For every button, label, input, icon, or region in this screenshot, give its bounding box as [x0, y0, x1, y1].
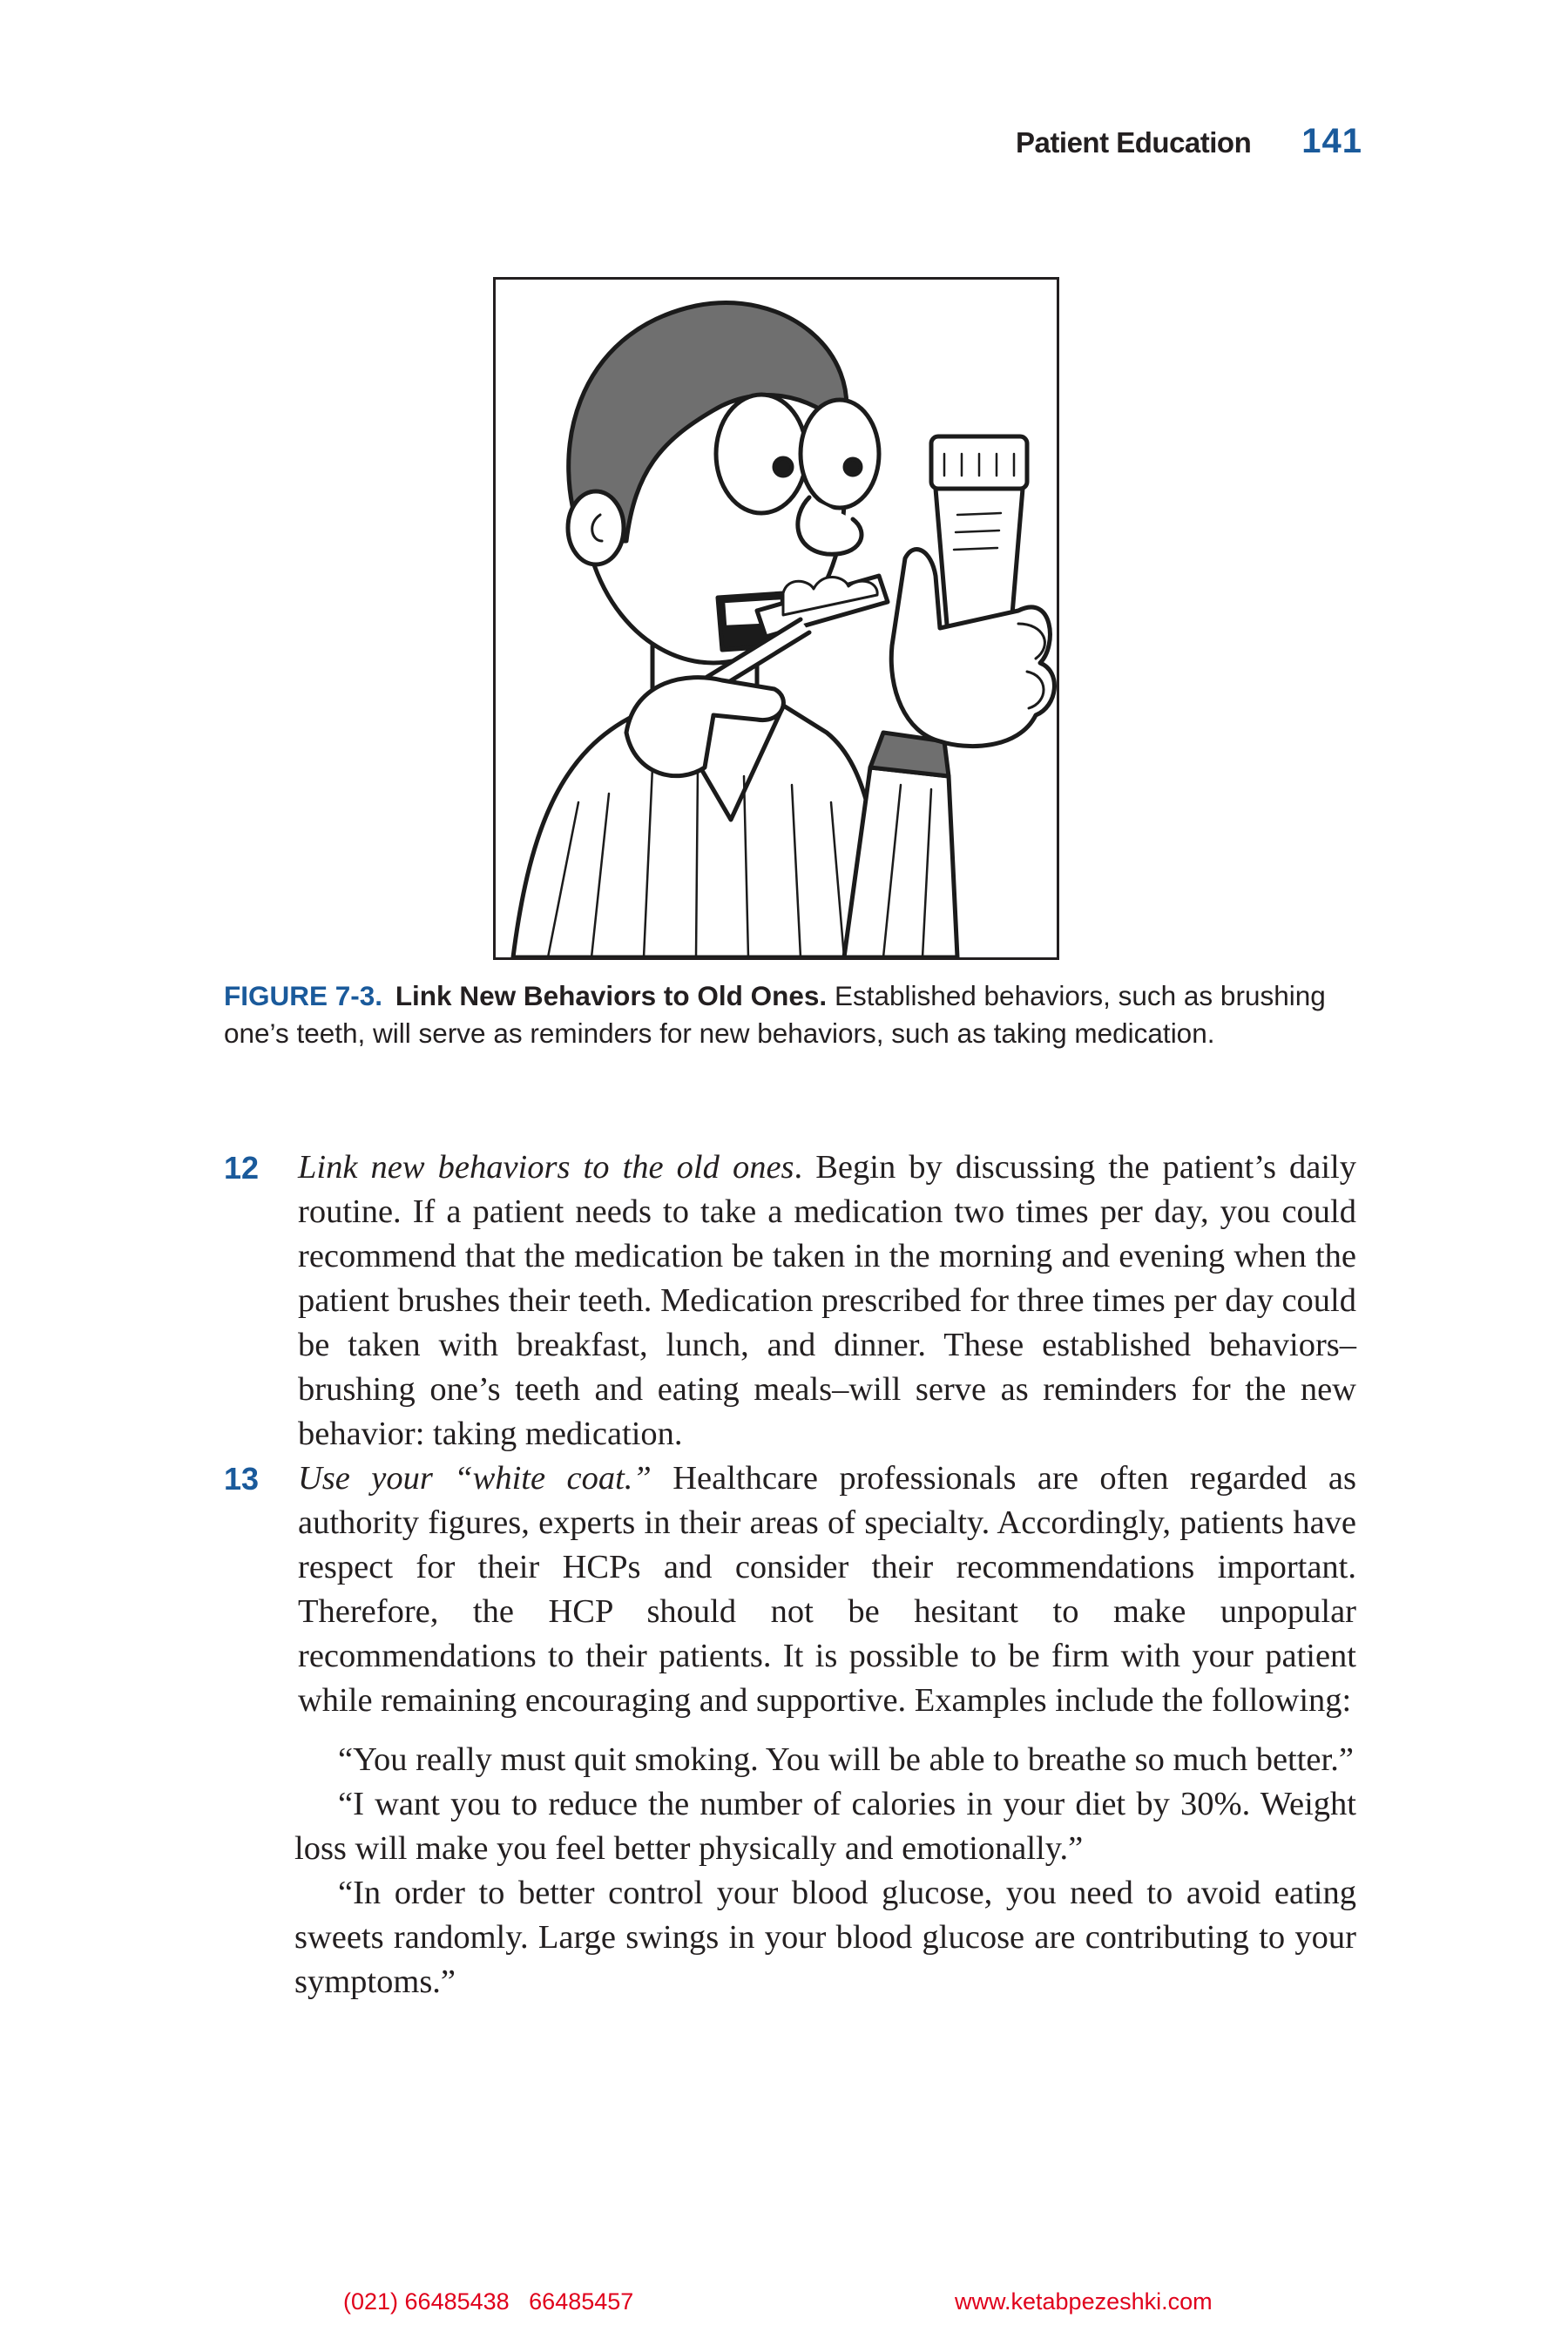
body-text	[224, 1146, 1356, 2004]
figure-title: Link New Behaviors to Old Ones.	[395, 980, 828, 1011]
item-body: . Begin by discussing the patient’s daily routine. If a patient needs to take a medication two times per day, you could recommend that the medication be taken in the morning and evening when the patient brushes their teeth. Medication prescribed for three times per day could be taken with breakfast, lunch, and dinner. These established behaviors– brushing one’s teeth and eating meals–will serve as reminders for the new behavior: taking medication.	[298, 1149, 1356, 1452]
figure-caption-text: Established behaviors, such as brushing one’s teeth, will serve as reminders for new behaviors, such as taking medication.	[224, 980, 1326, 1049]
item-body: Healthcare professionals are often regarded as authority figures, experts in their areas of specialty. Accordingly, patients have respect for their HCPs and consider their recommendations important. Therefore, the HCP should not be hesitant to make unpopular recommendations to their patients. It is possible to be firm with your patient while remaining encouraging and supportive. Examples include the following:	[298, 1460, 1356, 1719]
running-head	[1016, 122, 1362, 161]
item-text	[298, 1146, 1356, 1456]
man-brushing-teeth-illustration	[496, 280, 1057, 957]
list-item	[224, 1456, 1356, 1723]
figure-label: FIGURE 7-3.	[224, 980, 383, 1011]
item-lead: Use your “white coat.”	[298, 1460, 652, 1497]
quote-paragraph: “You really must quit smoking. You will be able to breathe so much better.”	[338, 1741, 1354, 1778]
figure-illustration	[493, 277, 1059, 960]
item-lead: Link new behaviors to the old ones	[298, 1149, 794, 1186]
list-item	[224, 1146, 1356, 1456]
item-number: 12	[224, 1150, 260, 1186]
example-quotes	[294, 1738, 1356, 2004]
quote-paragraph: “I want you to reduce the number of calories in your diet by 30%. Weight loss will make you feel better physically and emotionally.”	[294, 1786, 1356, 1867]
figure-caption	[224, 977, 1356, 1052]
footer-website[interactable]: www.ketabpezeshki.com	[955, 2288, 1213, 2315]
item-text	[298, 1456, 1356, 1723]
page-number: 141	[1301, 122, 1362, 160]
item-number: 13	[224, 1461, 260, 1497]
footer-phone: (021) 66485438 66485457	[343, 2288, 634, 2315]
section-name: Patient Education	[1016, 126, 1252, 159]
quote-paragraph: “In order to better control your blood glucose, you need to avoid eating sweets randomly. Large swings in your blood glucose are contributing to your symptoms.”	[294, 1875, 1356, 2000]
